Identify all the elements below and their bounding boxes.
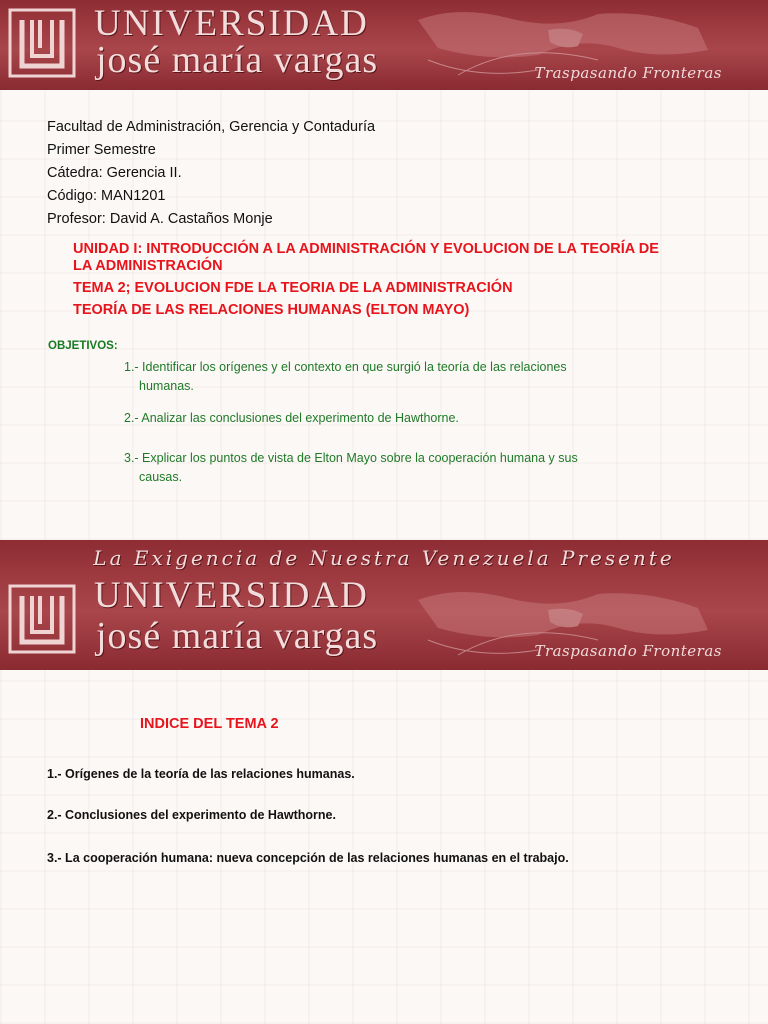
- objective-text-cont: causas.: [139, 470, 183, 484]
- objective-text: 2.- Analizar las conclusiones del experimento de Hawthorne.: [124, 411, 459, 425]
- faculty-text: Facultad de Administración, Gerencia y Contaduría: [47, 119, 376, 135]
- semester-text: Primer Semestre: [47, 142, 156, 158]
- university-title: UNIVERSIDAD: [94, 3, 369, 44]
- unit-title-line2: LA ADMINISTRACIÓN: [73, 258, 223, 274]
- objective-text-cont: humanas.: [139, 379, 194, 393]
- tagline: Traspasando Fronteras: [534, 64, 722, 82]
- objective-text: 3.- Explicar los puntos de vista de Elton Mayo sobre la cooperación humana y sus: [124, 451, 578, 465]
- objective-item: [124, 358, 644, 396]
- unit-title-line1: UNIDAD I: INTRODUCCIÓN A LA ADMINISTRACIÓN Y EVOLUCION DE LA TEORÍA DE: [73, 241, 659, 257]
- slide-2: [0, 540, 768, 1024]
- university-name: josé maría vargas: [96, 615, 379, 657]
- index-title: INDICE DEL TEMA 2: [140, 716, 279, 732]
- course-info: [47, 116, 375, 231]
- objective-text: 1.- Identificar los orígenes y el contexto en que surgió la teoría de las relaciones: [124, 360, 567, 374]
- index-item: 1.- Orígenes de la teoría de las relaciones humanas.: [47, 767, 355, 781]
- university-emblem-icon: [8, 8, 76, 78]
- objective-item: [124, 409, 644, 428]
- professor-text: Profesor: David A. Castaños Monje: [47, 211, 273, 227]
- chair-text: Cátedra: Gerencia II.: [47, 165, 182, 181]
- index-item: 3.- La cooperación humana: nueva concepción de las relaciones humanas en el trabajo.: [47, 851, 569, 865]
- university-name: josé maría vargas: [96, 39, 379, 81]
- unit-headings: [73, 241, 723, 324]
- tagline: Traspasando Fronteras: [534, 642, 722, 660]
- university-title: UNIVERSIDAD: [94, 575, 369, 616]
- topic-title: TEMA 2; EVOLUCION FDE LA TEORIA DE LA ADMINISTRACIÓN: [73, 280, 513, 296]
- index-item: 2.- Conclusiones del experimento de Hawthorne.: [47, 808, 336, 822]
- objective-item: [124, 449, 644, 487]
- code-text: Código: MAN1201: [47, 188, 166, 204]
- university-banner: [0, 0, 768, 90]
- theory-title: TEORÍA DE LAS RELACIONES HUMANAS (ELTON MAYO): [73, 302, 470, 318]
- objectives-heading: OBJETIVOS:: [48, 340, 118, 352]
- university-emblem-icon: [8, 584, 76, 654]
- motto-text: La Exigencia de Nuestra Venezuela Presente: [93, 546, 675, 570]
- university-banner: [0, 540, 768, 670]
